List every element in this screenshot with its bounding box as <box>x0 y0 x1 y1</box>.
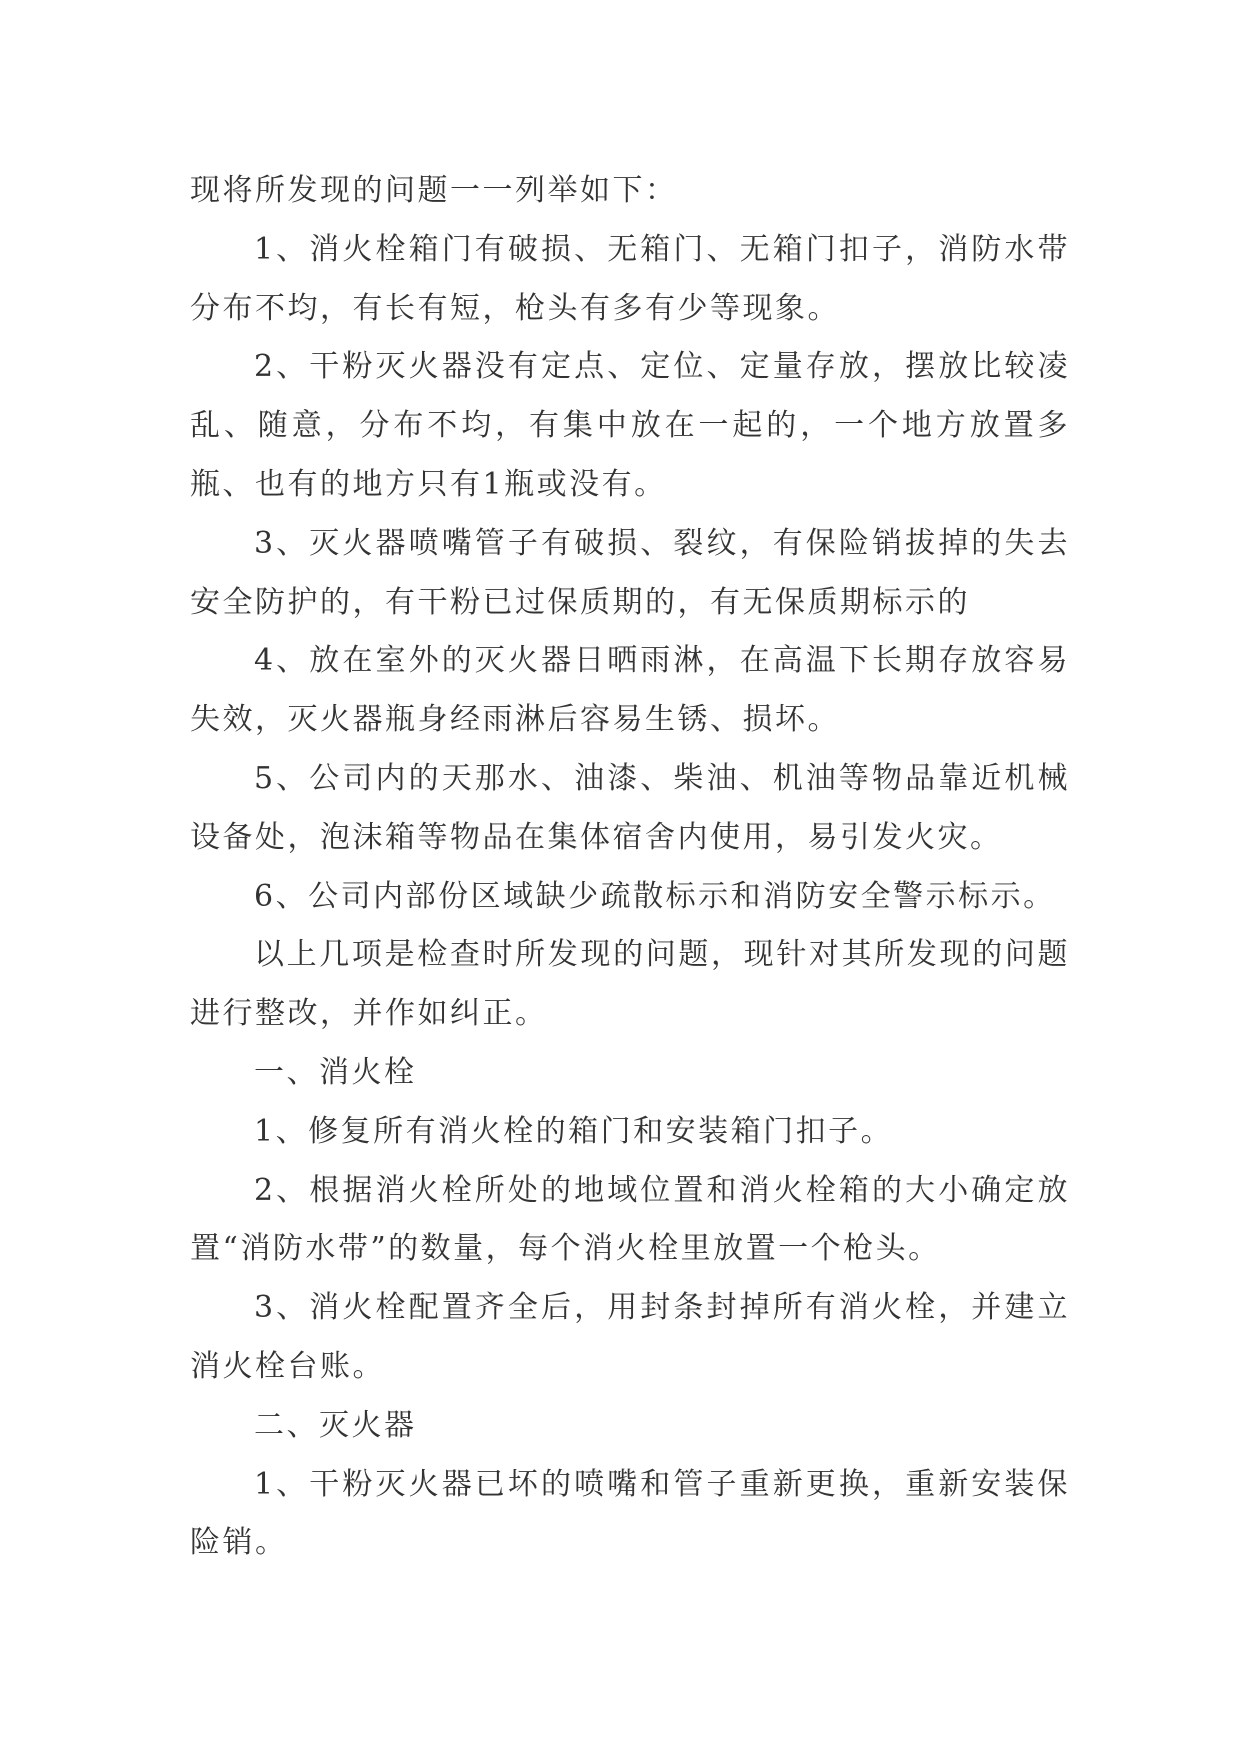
problem-item-5: 5、公司内的天那水、油漆、柴油、机油等物品靠近机械设备处，泡沫箱等物品在集体宿舍内使用，易引发火灾。 <box>190 760 1070 855</box>
hydrant-item-2: 2、根据消火栓所处的地域位置和消火栓箱的大小确定放置“消防水带”的数量，每个消火栓里放置一个枪头。 <box>190 1172 1070 1267</box>
extinguisher-item-1: 1、干粉灭火器已坏的喷嘴和管子重新更换，重新安装保险销。 <box>190 1466 1070 1561</box>
section-heading-hydrant: 一、消火栓 <box>254 1054 417 1090</box>
problem-item-2: 2、干粉灭火器没有定点、定位、定量存放，摆放比较凌乱、随意，分布不均，有集中放在一起的，一个地方放置多瓶、也有的地方只有1瓶或没有。 <box>190 349 1070 502</box>
hydrant-item-1: 1、修复所有消火栓的箱门和安装箱门扣子。 <box>254 1113 894 1149</box>
problem-item-4: 4、放在室外的灭火器日晒雨淋，在高温下长期存放容易失效，灭火器瓶身经雨淋后容易生锈、损坏。 <box>190 643 1070 738</box>
intro-paragraph: 现将所发现的问题一一列举如下： <box>190 173 678 208</box>
problem-item-3: 3、灭火器喷嘴管子有破损、裂纹，有保险销拔掉的失去安全防护的，有干粉已过保质期的，有无保质期标示的 <box>190 525 1070 620</box>
problem-item-6: 6、公司内部份区域缺少疏散标示和消防安全警示标示。 <box>254 878 1056 914</box>
hydrant-item-3: 3、消火栓配置齐全后，用封条封掉所有消火栓，并建立消火栓台账。 <box>190 1290 1070 1384</box>
document-body <box>190 162 1070 1573</box>
section-heading-extinguisher: 二、灭火器 <box>254 1407 417 1443</box>
problem-item-1: 1、消火栓箱门有破损、无箱门、无箱门扣子，消防水带分布不均，有长有短，枪头有多有少等现象。 <box>190 231 1070 326</box>
summary-paragraph: 以上几项是检查时所发现的问题，现针对其所发现的问题进行整改，并作如纠正。 <box>190 937 1070 1032</box>
